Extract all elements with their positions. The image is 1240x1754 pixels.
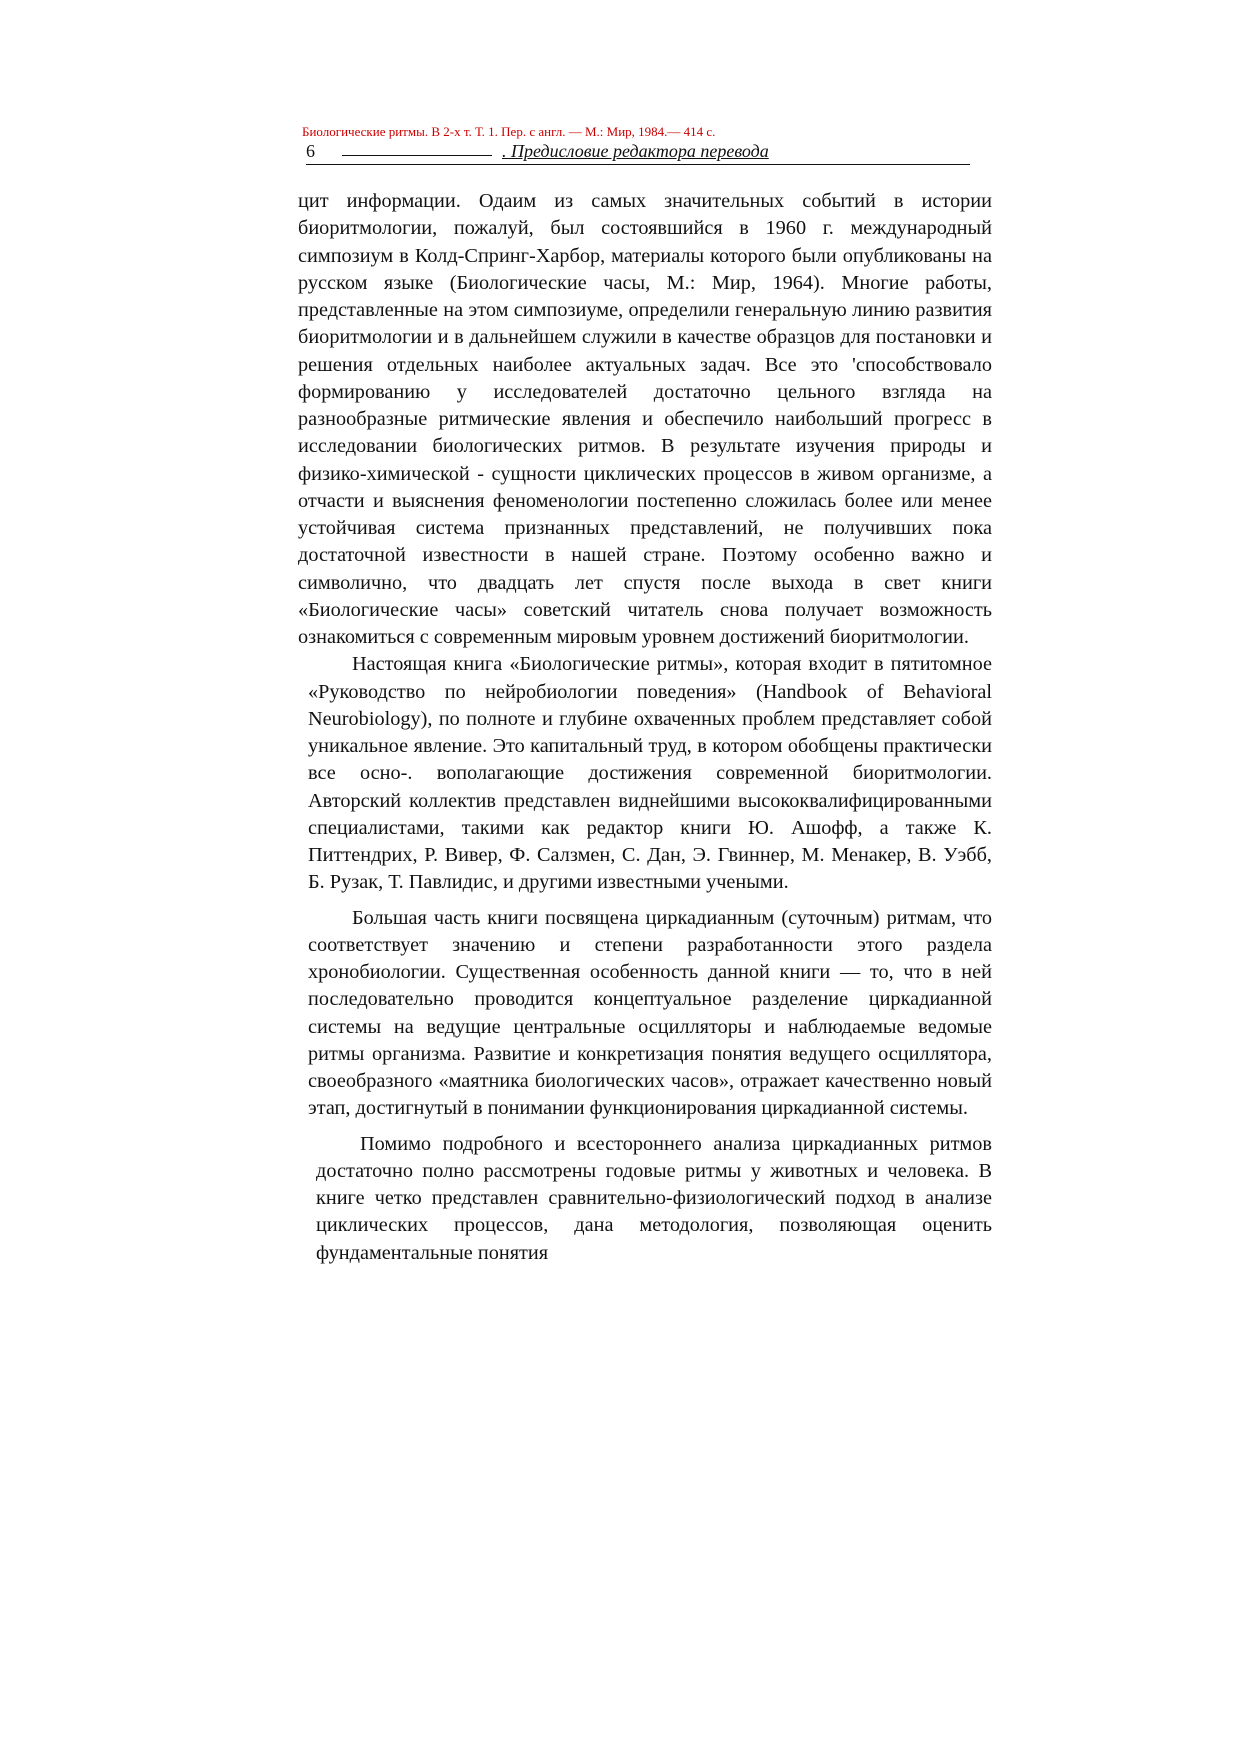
paragraph-3: Большая часть книги посвящена циркадианным (суточным) ритмам, что соответствует значению и степени разработанности этого раздела хронобиологии. Существенная особенность данной книги — то, что в ней последовательно проводится концептуальное разделение циркадианной системы на ведущие центральные осцилляторы и наблюдаемые ведомые ритмы организма. Развитие и конкретизация понятия ведущего осциллятора, своеобразного «маятника биологических часов», отражает качественно новый этап, достигнутый в понимании функционирования циркадианной системы.	[308, 906, 992, 1120]
running-header	[306, 140, 970, 165]
body-text	[298, 188, 992, 1267]
running-title: . Предисловие редактора перевода	[502, 141, 769, 161]
paragraph-4: Помимо подробного и всестороннего анализа циркадианных ритмов достаточно полно рассмотрены годовые ритмы у животных и человека. В книге четко представлен сравнительно-физиологический подход в анализе циклических процессов, дана методология, позволяющая оценить фундаментальные понятия	[316, 1132, 992, 1264]
citation-line: Биологические ритмы. В 2-х т. Т. 1. Пер. с англ. — М.: Мир, 1984.— 414 с.	[302, 124, 716, 139]
page-number: 6	[306, 141, 315, 161]
paragraph-1: цит информации. Одаим из самых значительных событий в истории биоритмологии, пожалуй, был состоявшийся в 1960 г. международный симпозиум в Колд-Спринг-Харбор, материалы которого были опубликованы на русском языке (Биологические часы, М.: Мир, 1964). Многие работы, представленные на этом симпозиуме, определили генеральную линию развития биоритмологии и в дальнейшем служили в качестве образцов для постановки и решения отдельных наиболее актуальных задач. Все это 'способствовало формированию у исследователей достаточно цельного взгляда на разнообразные ритмические явления и обеспечило наибольший прогресс в исследовании биологических ритмов. В результате изучения природы и физико-химической - сущности циклических процессов в живом организме, а отчасти и выяснения феноменологии постепенно сложилась более или менее устойчивая система признанных представлений, не получивших пока достаточной известности в нашей стране. Поэтому особенно важно и символично, что двадцать лет спустя после выхода в свет книги «Биологические часы» советский читатель снова получает возможность ознакомиться с современным мировым уровнем достижений биоритмологии.	[298, 190, 992, 648]
paragraph-2: Настоящая книга «Биологические ритмы», которая входит в пятитомное «Руководство по нейробиологии поведения» (Handbook of Behavioral Neurobiology), по полноте и глубине охваченных проблем представляет собой уникальное явление. Это капитальный труд, в котором обобщены практически все осно-. вополагающие достижения современной биоритмологии. Авторский коллектив представлен виднейшими высококвалифицированными специалистами, такими как редактор книги Ю. Ашофф, а также К. Питтендрих, Р. Вивер, Ф. Салзмен, С. Дан, Э. Гвиннер, М. Менакер, В. Уэбб, Б. Рузак, Т. Павлидис, и другими известными учеными.	[308, 653, 992, 894]
header-rule	[342, 140, 492, 156]
